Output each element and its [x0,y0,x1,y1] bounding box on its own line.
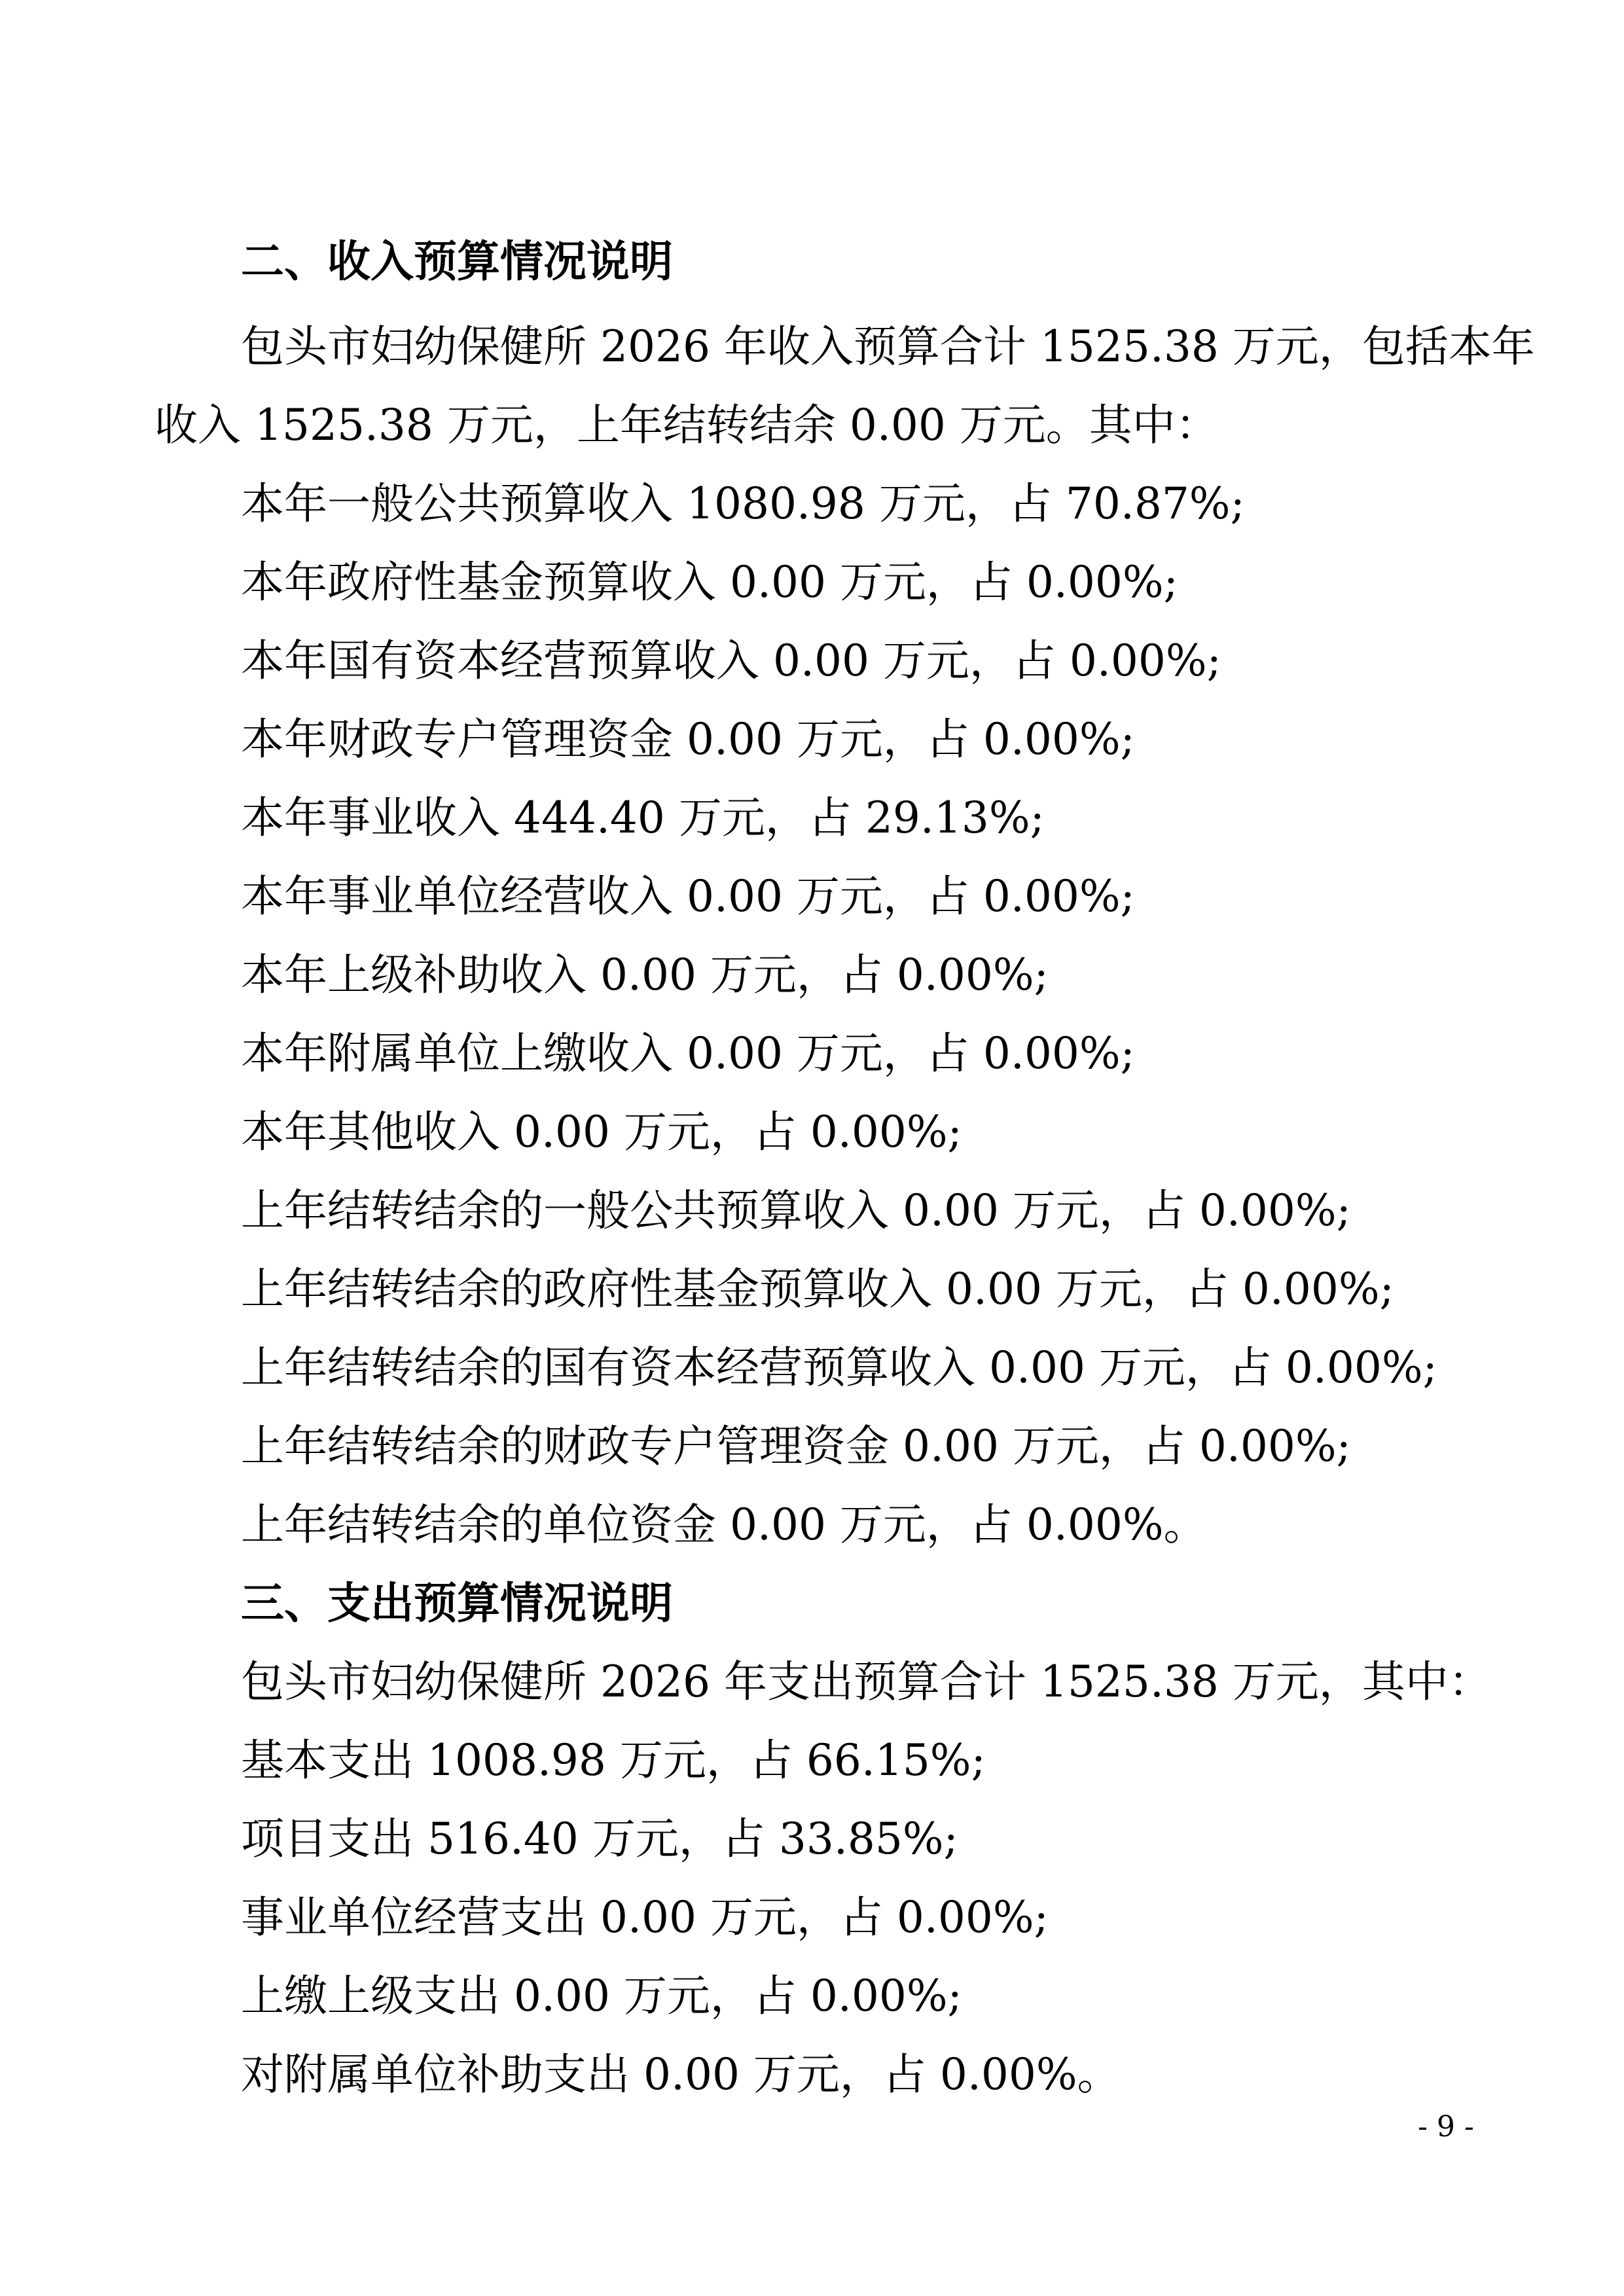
expense-section-heading: 三、支出预算情况说明 [241,1578,673,1628]
income-item: 本年附属单位上缴收入 0.00 万元，占 0.00%; [241,1028,1135,1079]
income-item: 上年结转结余的政府性基金预算收入 0.00 万元，占 0.00%; [241,1264,1394,1314]
expense-item: 上缴上级支出 0.00 万元，占 0.00%; [241,1971,962,2021]
income-item: 本年国有资本经营预算收入 0.00 万元，占 0.00%; [241,636,1221,686]
income-item: 本年一般公共预算收入 1080.98 万元，占 70.87%; [241,478,1245,529]
expense-item: 对附属单位补助支出 0.00 万元，占 0.00%。 [241,2049,1121,2100]
income-section-heading: 二、收入预算情况说明 [241,236,673,287]
income-intro-line-2: 收入 1525.38 万元，上年结转结余 0.00 万元。其中： [154,400,1219,450]
expense-item: 基本支出 1008.98 万元，占 66.15%; [241,1735,986,1785]
income-item: 本年财政专户管理资金 0.00 万元，占 0.00%; [241,714,1135,764]
expense-intro: 包头市妇幼保健所 2026 年支出预算合计 1525.38 万元，其中： [241,1657,1492,1707]
income-item: 上年结转结余的一般公共预算收入 0.00 万元，占 0.00%; [241,1185,1351,1236]
income-intro-line-1: 包头市妇幼保健所 2026 年收入预算合计 1525.38 万元，包括本年 [241,321,1535,372]
income-item: 本年事业单位经营收入 0.00 万元，占 0.00%; [241,871,1135,922]
page-number: - 9 - [1418,2110,1474,2144]
income-item: 本年政府性基金预算收入 0.00 万元，占 0.00%; [241,557,1178,607]
income-item: 上年结转结余的财政专户管理资金 0.00 万元，占 0.00%; [241,1421,1351,1471]
income-item: 上年结转结余的单位资金 0.00 万元，占 0.00%。 [241,1499,1207,1550]
income-item: 本年其他收入 0.00 万元，占 0.00%; [241,1107,962,1157]
income-item: 本年事业收入 444.40 万元，占 29.13%; [241,793,1045,843]
income-item: 上年结转结余的国有资本经营预算收入 0.00 万元，占 0.00%; [241,1342,1437,1393]
expense-item: 项目支出 516.40 万元，占 33.85%; [241,1814,958,1864]
expense-item: 事业单位经营支出 0.00 万元，占 0.00%; [241,1892,1049,1943]
income-item: 本年上级补助收入 0.00 万元，占 0.00%; [241,950,1049,1000]
